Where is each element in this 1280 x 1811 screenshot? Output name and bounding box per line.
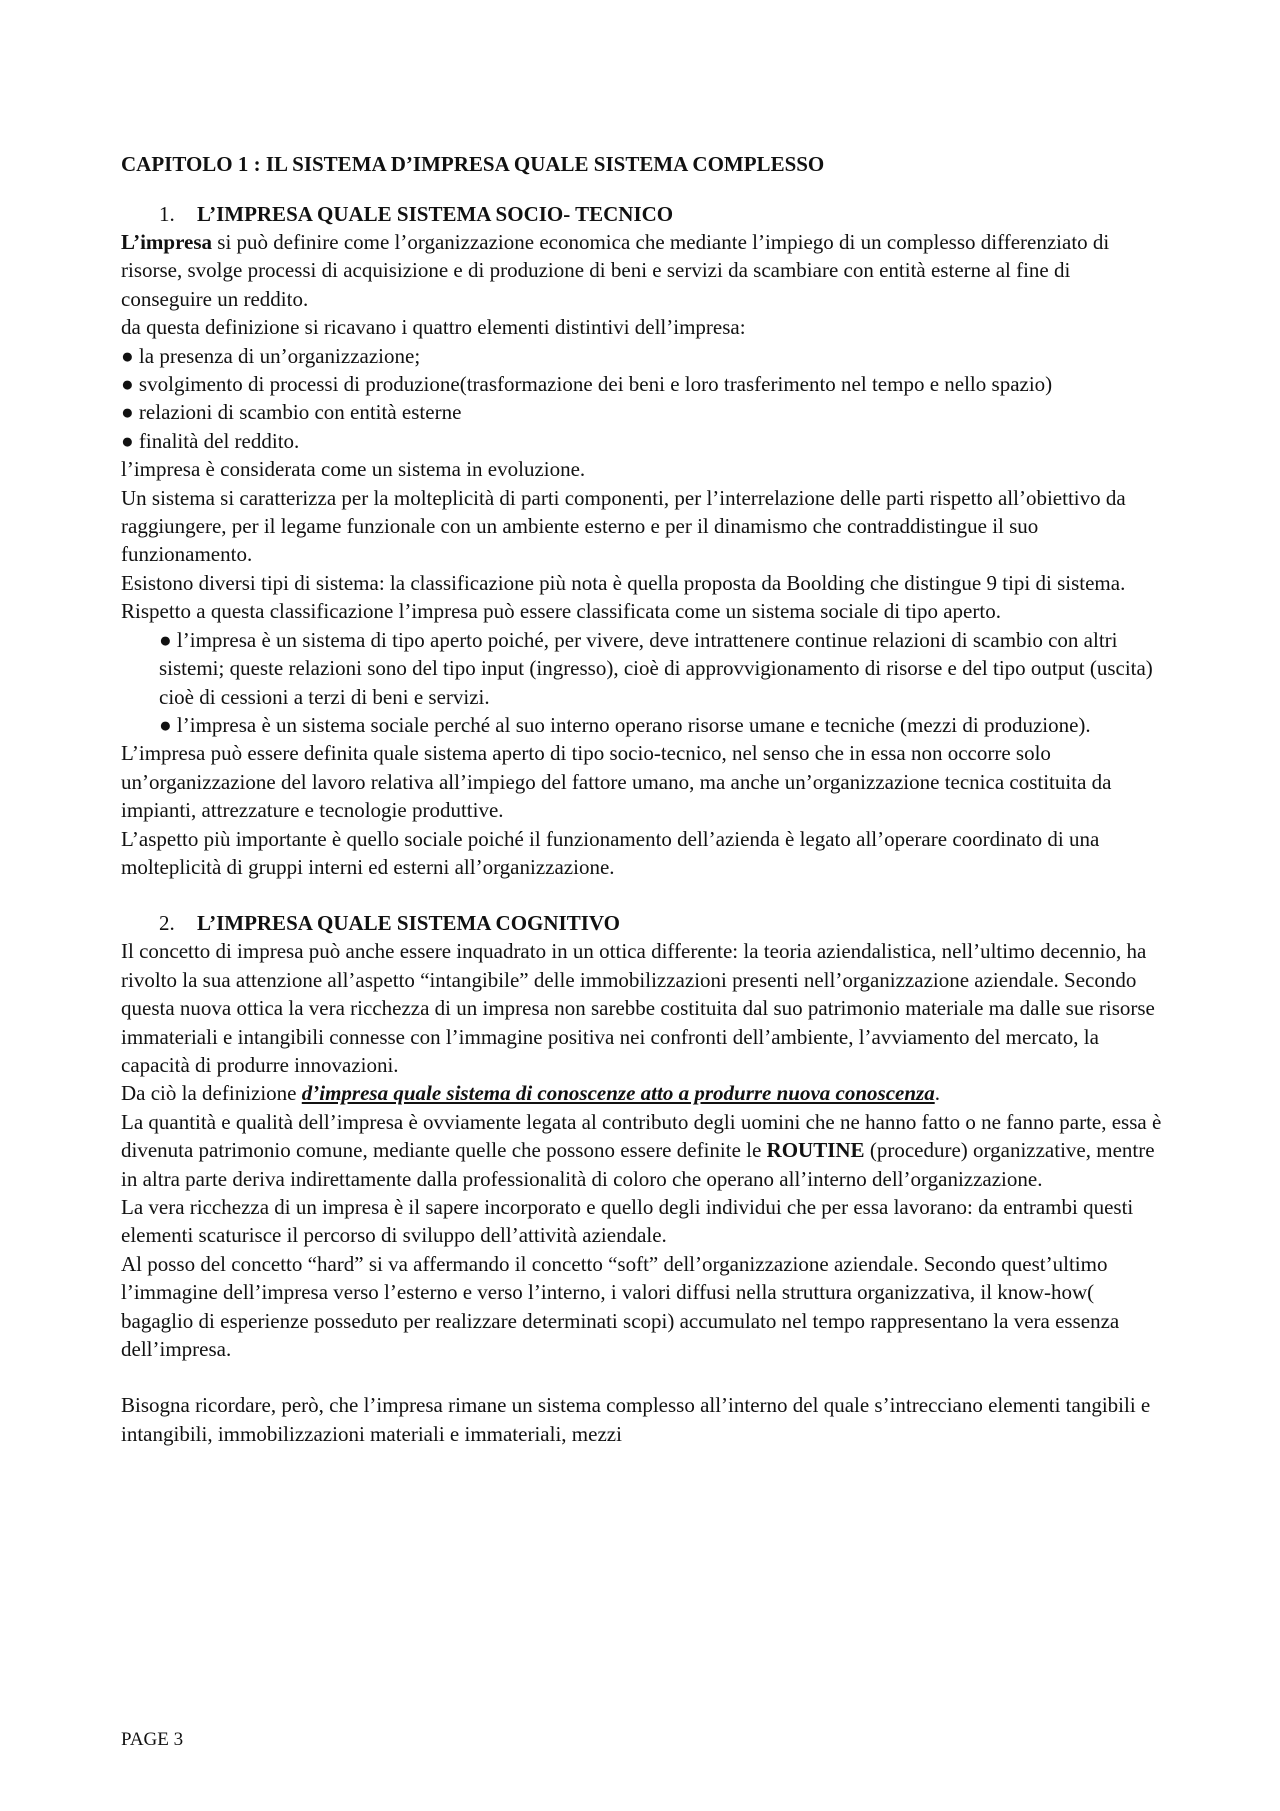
impresa-term: L’impresa	[121, 230, 213, 254]
section-1-title: L’IMPRESA QUALE SISTEMA SOCIO- TECNICO	[197, 202, 674, 226]
spacer	[121, 1363, 1166, 1391]
paragraph-rispetto: Rispetto a questa classificazione l’impresa può essere classificata come un sistema sociale di tipo aperto.	[121, 599, 1001, 624]
routine-term: ROUTINE	[766, 1138, 865, 1163]
paragraph-aspetto: L’aspetto più importante è quello sociale poiché il funzionamento dell’azienda è legato all’operare coordinato di una molteplicità di gruppi interni ed esterni all’organizzazione.	[121, 826, 1100, 879]
paragraph-concetto: Il concetto di impresa può anche essere inquadrato in un ottica differente: la teoria aziendalistica, nell’ultimo decennio, ha rivolto la sua attenzione all’aspetto “intangibile” delle immobilizzazioni presenti nell’organizzazione aziendale. Secondo questa nuova ottica la vera ricchezza di un impresa non sarebbe costituita dal suo patrimonio materiale ma dalle sue risorse immateriali e intangibili connesse con l’immagine positiva nei confronti dell’ambiente, l’avviamento del mercato, la capacità di produrre innovazioni.	[121, 939, 1155, 1077]
impresa-definition: L’impresa si può definire come l’organizzazione economica che mediante l’impiego di un complesso differenziato di risorse, svolge processi di acquisizione e di produzione di beni e servizi da scambiare con entità esterne al fine di conseguire un reddito.	[121, 230, 1110, 311]
chapter-title: CAPITOLO 1 : IL SISTEMA D’IMPRESA QUALE SISTEMA COMPLESSO	[121, 152, 825, 176]
section-1-heading	[121, 200, 1166, 228]
spacer	[121, 881, 1166, 909]
paragraph-intro: da questa definizione si ricavano i quattro elementi distintivi dell’impresa:	[121, 315, 746, 340]
indented-bullet-item: ● l’impresa è un sistema di tipo aperto poiché, per vivere, deve intrattenere continue relazioni di scambio con altri sistemi; queste relazioni sono del tipo input (ingresso), cioè di approvvigionamento di risorse e del tipo output (uscita) cioè di cessioni a terzi di beni e servizi.	[159, 627, 1153, 709]
paragraph-quantita: La quantità e qualità dell’impresa è ovviamente legata al contributo degli uomini che ne hanno fatto o ne fanno parte, essa è divenuta patrimonio comune, mediante quelle che possono essere definite le ROUTINE (procedure) organizzative, mentre in altra parte deriva indirettamente dalla professionalità di coloro che operano all’interno dell’organizzazione.	[121, 1109, 1162, 1191]
paragraph-definizione: Da ciò la definizione d’impresa quale sistema di conoscenze atto a produrre nuova conoscenza.	[121, 1081, 940, 1106]
section-2-title: L’IMPRESA QUALE SISTEMA COGNITIVO	[197, 911, 620, 936]
section-2-heading	[121, 909, 1166, 937]
bullet-item: ● svolgimento di processi di produzione(trasformazione dei beni e loro trasferimento nel tempo e nello spazio)	[121, 372, 1053, 397]
paragraph-hard-soft: Al posso del concetto “hard” si va affermando il concetto “soft” dell’organizzazione aziendale. Secondo quest’ultimo l’immagine dell’impresa verso l’esterno e verso l’interno, i valori diffusi nella struttura organizzativa, il know-how( bagaglio di esperienze posseduto per realizzare determinati scopi) accumulato nel tempo rappresentano la vera essenza dell’impresa.	[121, 1251, 1120, 1362]
bullet-item: ● finalità del reddito.	[121, 428, 300, 453]
paragraph-evoluzione: l’impresa è considerata come un sistema in evoluzione.	[121, 457, 586, 482]
indented-bullet-item: ● l’impresa è un sistema sociale perché al suo interno operano risorse umane e tecniche (mezzi di produzione).	[159, 712, 1091, 737]
bullet-item: ● relazioni di scambio con entità esterne	[121, 400, 462, 425]
section-2-number: 2.	[159, 911, 175, 936]
paragraph-tipi: Esistono diversi tipi di sistema: la classificazione più nota è quella proposta da Boolding che distingue 9 tipi di sistema.	[121, 570, 1126, 595]
paragraph-sistema: Un sistema si caratterizza per la molteplicità di parti componenti, per l’interrelazione delle parti rispetto all’obiettivo da raggiungere, per il legame funzionale con un ambiente esterno e per il dinamismo che contraddistingue il suo funzionamento.	[121, 485, 1126, 567]
knowledge-system-definition: d’impresa quale sistema di conoscenze atto a produrre nuova conoscenza	[301, 1081, 935, 1106]
document-page	[121, 150, 1166, 1448]
paragraph-ricchezza: La vera ricchezza di un impresa è il sapere incorporato e quello degli individui che per essa lavorano: da entrambi questi elementi scaturisce il percorso di sviluppo dell’attività aziendale.	[121, 1195, 1134, 1248]
paragraph-socio-tecnico: L’impresa può essere definita quale sistema aperto di tipo socio-tecnico, nel senso che in essa non occorre solo un’organizzazione del lavoro relativa all’impiego del fattore umano, ma anche un’organizzazione tecnica costituita da impianti, attrezzature e tecnologie produttive.	[121, 741, 1112, 823]
bullet-item: ● la presenza di un’organizzazione;	[121, 343, 421, 368]
section-1-number: 1.	[159, 202, 175, 226]
paragraph-bisogna: Bisogna ricordare, però, che l’impresa rimane un sistema complesso all’interno del quale s’intrecciano elementi tangibili e intangibili, immobilizzazioni materiali e immateriali, mezzi	[121, 1393, 1151, 1446]
page-number: PAGE 3	[121, 1729, 184, 1750]
